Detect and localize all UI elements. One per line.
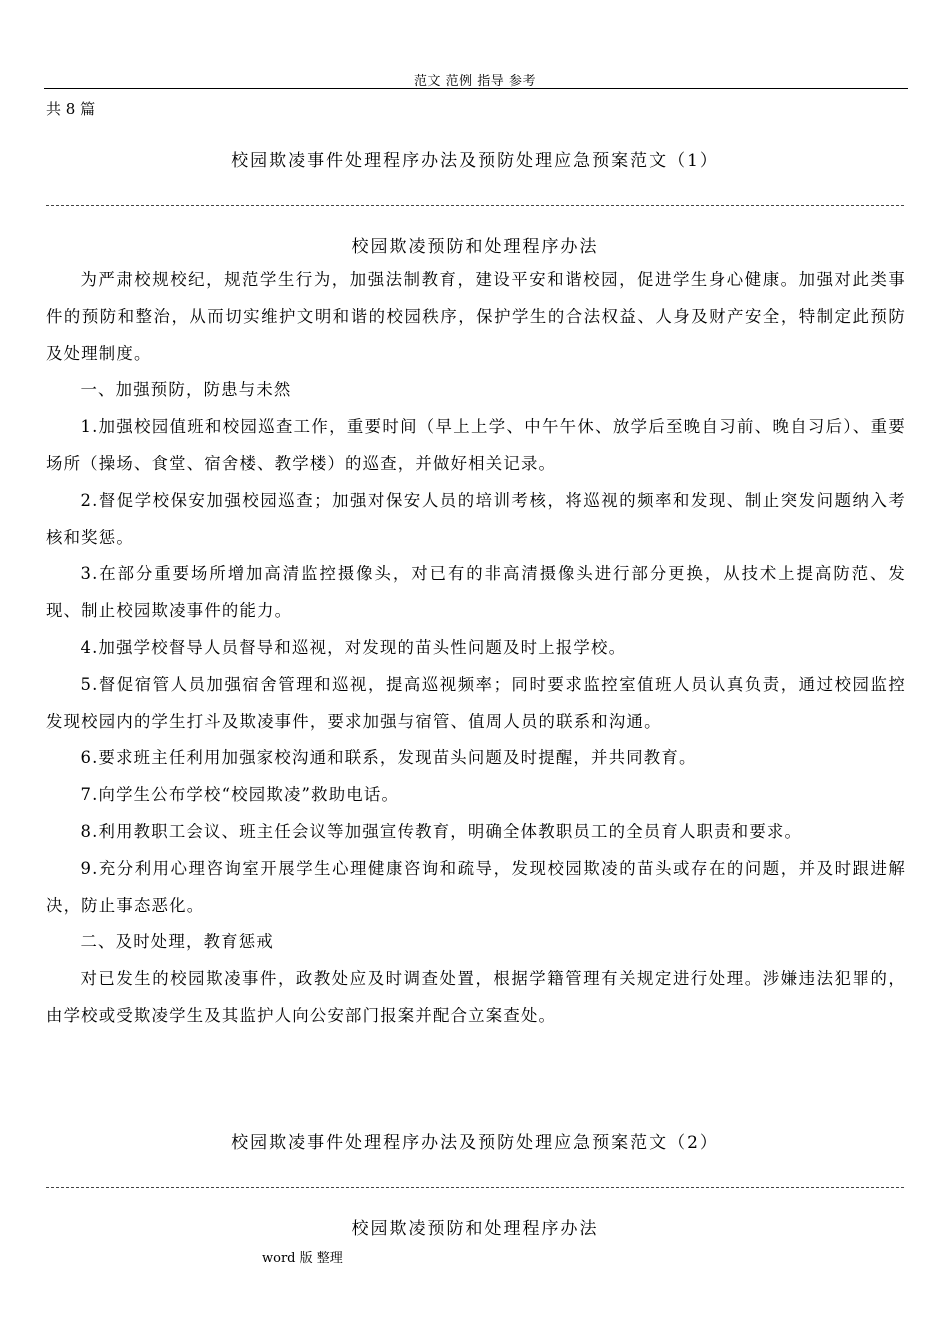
section-2-title: 校园欺凌事件处理程序办法及预防处理应急预案范文（2）	[231, 1133, 719, 1153]
heading-prevention: 一、加强预防，防患与未然	[80, 380, 292, 400]
section-2-divider	[46, 1187, 904, 1188]
heading-handling: 二、及时处理，教育惩戒	[80, 932, 274, 952]
section-1-divider	[46, 205, 904, 206]
list-item: 1.加强校园值班和校园巡查工作，重要时间（早上上学、中午午休、放学后至晚自习前、晚自习后）、重要场所（操场、食堂、宿舍楼、教学楼）的巡查，并做好相关记录。	[46, 417, 906, 473]
page-footer: word 版 整理	[262, 1251, 343, 1266]
section-1-doc-title: 校园欺凌预防和处理程序办法	[351, 237, 599, 257]
list-item: 6.要求班主任利用加强家校沟通和联系，发现苗头问题及时提醒，并共同教育。	[80, 748, 697, 768]
section-1-title: 校园欺凌事件处理程序办法及预防处理应急预案范文（1）	[231, 151, 719, 171]
list-item: 2.督促学校保安加强校园巡查；加强对保安人员的培训考核，将巡视的频率和发现、制止突发问题纳入考核和奖惩。	[46, 490, 906, 547]
section-2-doc-title: 校园欺凌预防和处理程序办法	[351, 1219, 599, 1239]
list-item: 9.充分利用心理咨询室开展学生心理健康咨询和疏导，发现校园欺凌的苗头或存在的问题，并及时跟进解决，防止事态恶化。	[46, 858, 906, 915]
list-item: 4.加强学校督导人员督导和巡视，对发现的苗头性问题及时上报学校。	[80, 637, 627, 657]
document-body	[46, 262, 906, 1035]
list-item: 3.在部分重要场所增加高清监控摄像头，对已有的非高清摄像头进行部分更换，从技术上提高防范、发现、制止校园欺凌事件的能力。	[46, 564, 906, 621]
list-item: 5.督促宿管人员加强宿舍管理和巡视，提高巡视频率；同时要求监控室值班人员认真负责，通过校园监控发现校园内的学生打斗及欺凌事件，要求加强与宿管、值周人员的联系和沟通。	[46, 674, 906, 731]
list-item: 8.利用教职工会议、班主任会议等加强宣传教育，明确全体教职员工的全员育人职责和要求。	[80, 821, 803, 841]
list-item: 7.向学生公布学校“校园欺凌”救助电话。	[80, 785, 400, 805]
page-header: 范文 范例 指导 参考	[414, 74, 536, 89]
header-rule	[44, 88, 908, 89]
paragraph-intro: 为严肃校规校纪，规范学生行为，加强法制教育，建设平安和谐校园，促进学生身心健康。加强对此类事件的预防和整治，从而切实维护文明和谐的校园秩序，保护学生的合法权益、人身及财产安全，特制定此预防及处理制度。	[46, 270, 906, 363]
article-count: 共 8 篇	[46, 100, 96, 118]
paragraph-handling: 对已发生的校园欺凌事件，政教处应及时调查处置，根据学籍管理有关规定进行处理。涉嫌违法犯罪的，由学校或受欺凌学生及其监护人向公安部门报案并配合立案查处。	[46, 969, 906, 1025]
